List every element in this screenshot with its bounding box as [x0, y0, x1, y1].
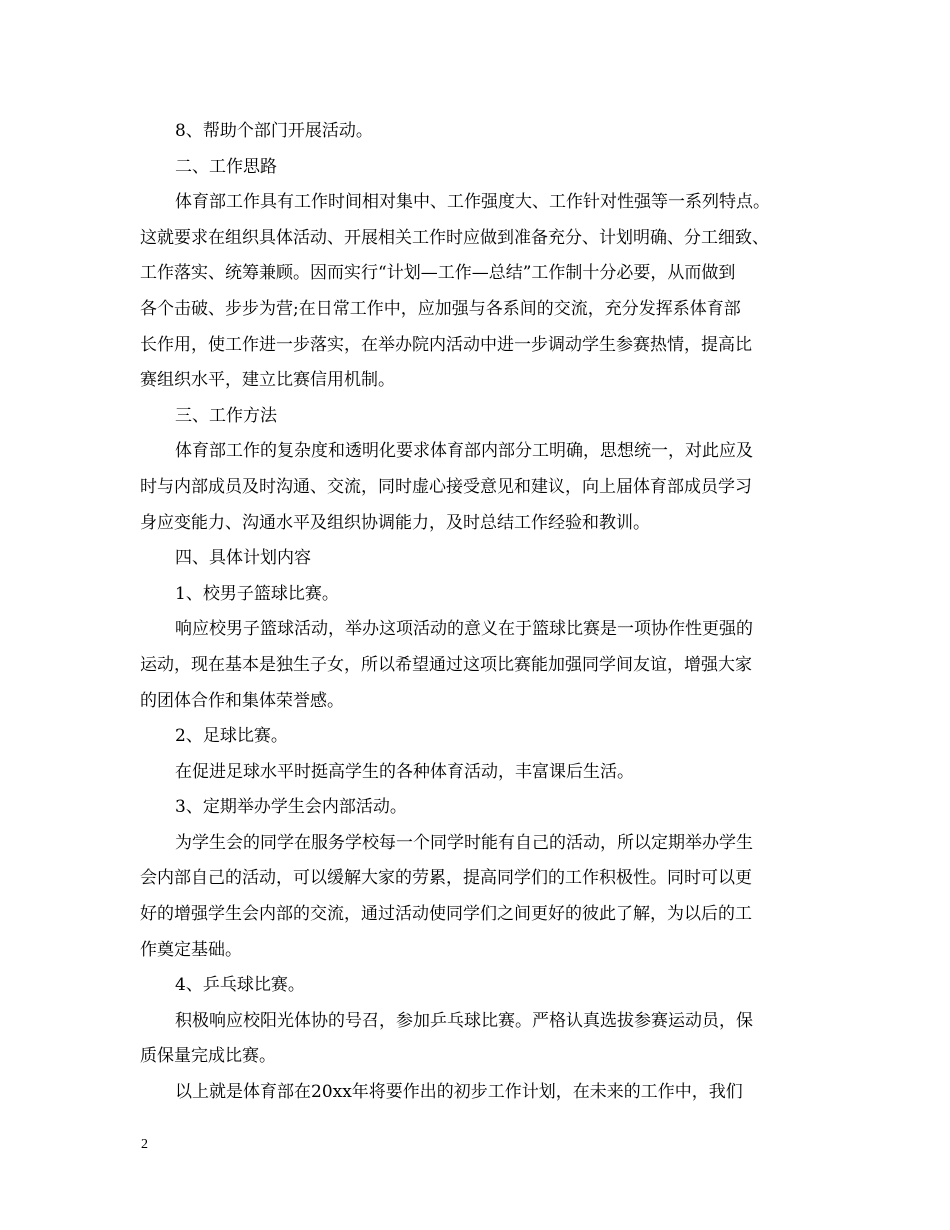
paragraph-line: 积极响应校阳光体协的号召，参加乒乓球比赛。严格认真选拔参赛运动员，保	[175, 1010, 753, 1031]
paragraph-line: 以上就是体育部在20xx年将要作出的初步工作计划，在未来的工作中，我们	[175, 1082, 743, 1103]
section-heading: 四、具体计划内容	[175, 548, 311, 569]
paragraph-line: 各个击破、步步为营;在日常工作中，应加强与各系间的交流，充分发挥系体育部	[140, 298, 741, 319]
paragraph-line: 运动，现在基本是独生子女，所以希望通过这项比赛能加强同学间友谊，增强大家	[140, 654, 752, 675]
paragraph-line: 这就要求在组织具体活动、开展相关工作时应做到准备充分、计划明确、分工细致、	[140, 227, 769, 248]
paragraph-line: 身应变能力、沟通水平及组织协调能力，及时总结工作经验和教训。	[140, 512, 650, 533]
paragraph-line: 质保量完成比赛。	[140, 1046, 276, 1067]
paragraph-line: 在促进足球水平时挺高学生的各种体育活动，丰富课后生活。	[175, 761, 634, 782]
paragraph-line: 时与内部成员及时沟通、交流，同时虚心接受意见和建议，向上届体育部成员学习	[140, 476, 752, 497]
paragraph-line: 作奠定基础。	[140, 939, 242, 960]
list-item: 1、校男子篮球比赛。	[175, 583, 339, 604]
paragraph-line: 长作用，使工作进一步落实，在举办院内活动中进一步调动学生参赛热情，提高比	[140, 334, 752, 355]
list-item: 3、定期举办学生会内部活动。	[175, 797, 407, 818]
paragraph-line: 赛组织水平，建立比赛信用机制。	[140, 370, 395, 391]
paragraph-line: 会内部自己的活动，可以缓解大家的劳累，提高同学们的工作积极性。同时可以更	[140, 868, 752, 889]
paragraph-line: 响应校男子篮球活动，举办这项活动的意义在于篮球比赛是一项协作性更强的	[175, 619, 753, 640]
section-heading: 三、工作方法	[175, 405, 277, 426]
paragraph-line: 的团体合作和集体荣誉感。	[140, 690, 344, 711]
list-item: 8、帮助个部门开展活动。	[175, 121, 373, 141]
paragraph-line: 好的增强学生会内部的交流，通过活动使同学们之间更好的彼此了解，为以后的工	[140, 904, 752, 925]
paragraph-line: 体育部工作的复杂度和透明化要求体育部内部分工明确，思想统一，对此应及	[175, 441, 753, 462]
page-number: 2	[141, 1137, 148, 1152]
section-heading: 二、工作思路	[175, 156, 277, 177]
paragraph-line: 体育部工作具有工作时间相对集中、工作强度大、工作针对性强等一系列特点。	[175, 192, 770, 213]
document-body	[140, 114, 820, 1111]
paragraph-line: 工作落实、统筹兼顾。因而实行“计划—工作—总结”工作制十分必要，从而做到	[140, 263, 736, 284]
list-item: 2、足球比赛。	[175, 726, 288, 747]
paragraph-line: 为学生会的同学在服务学校每一个同学时能有自己的活动，所以定期举办学生	[175, 832, 753, 853]
list-item: 4、乒乓球比赛。	[175, 975, 305, 996]
